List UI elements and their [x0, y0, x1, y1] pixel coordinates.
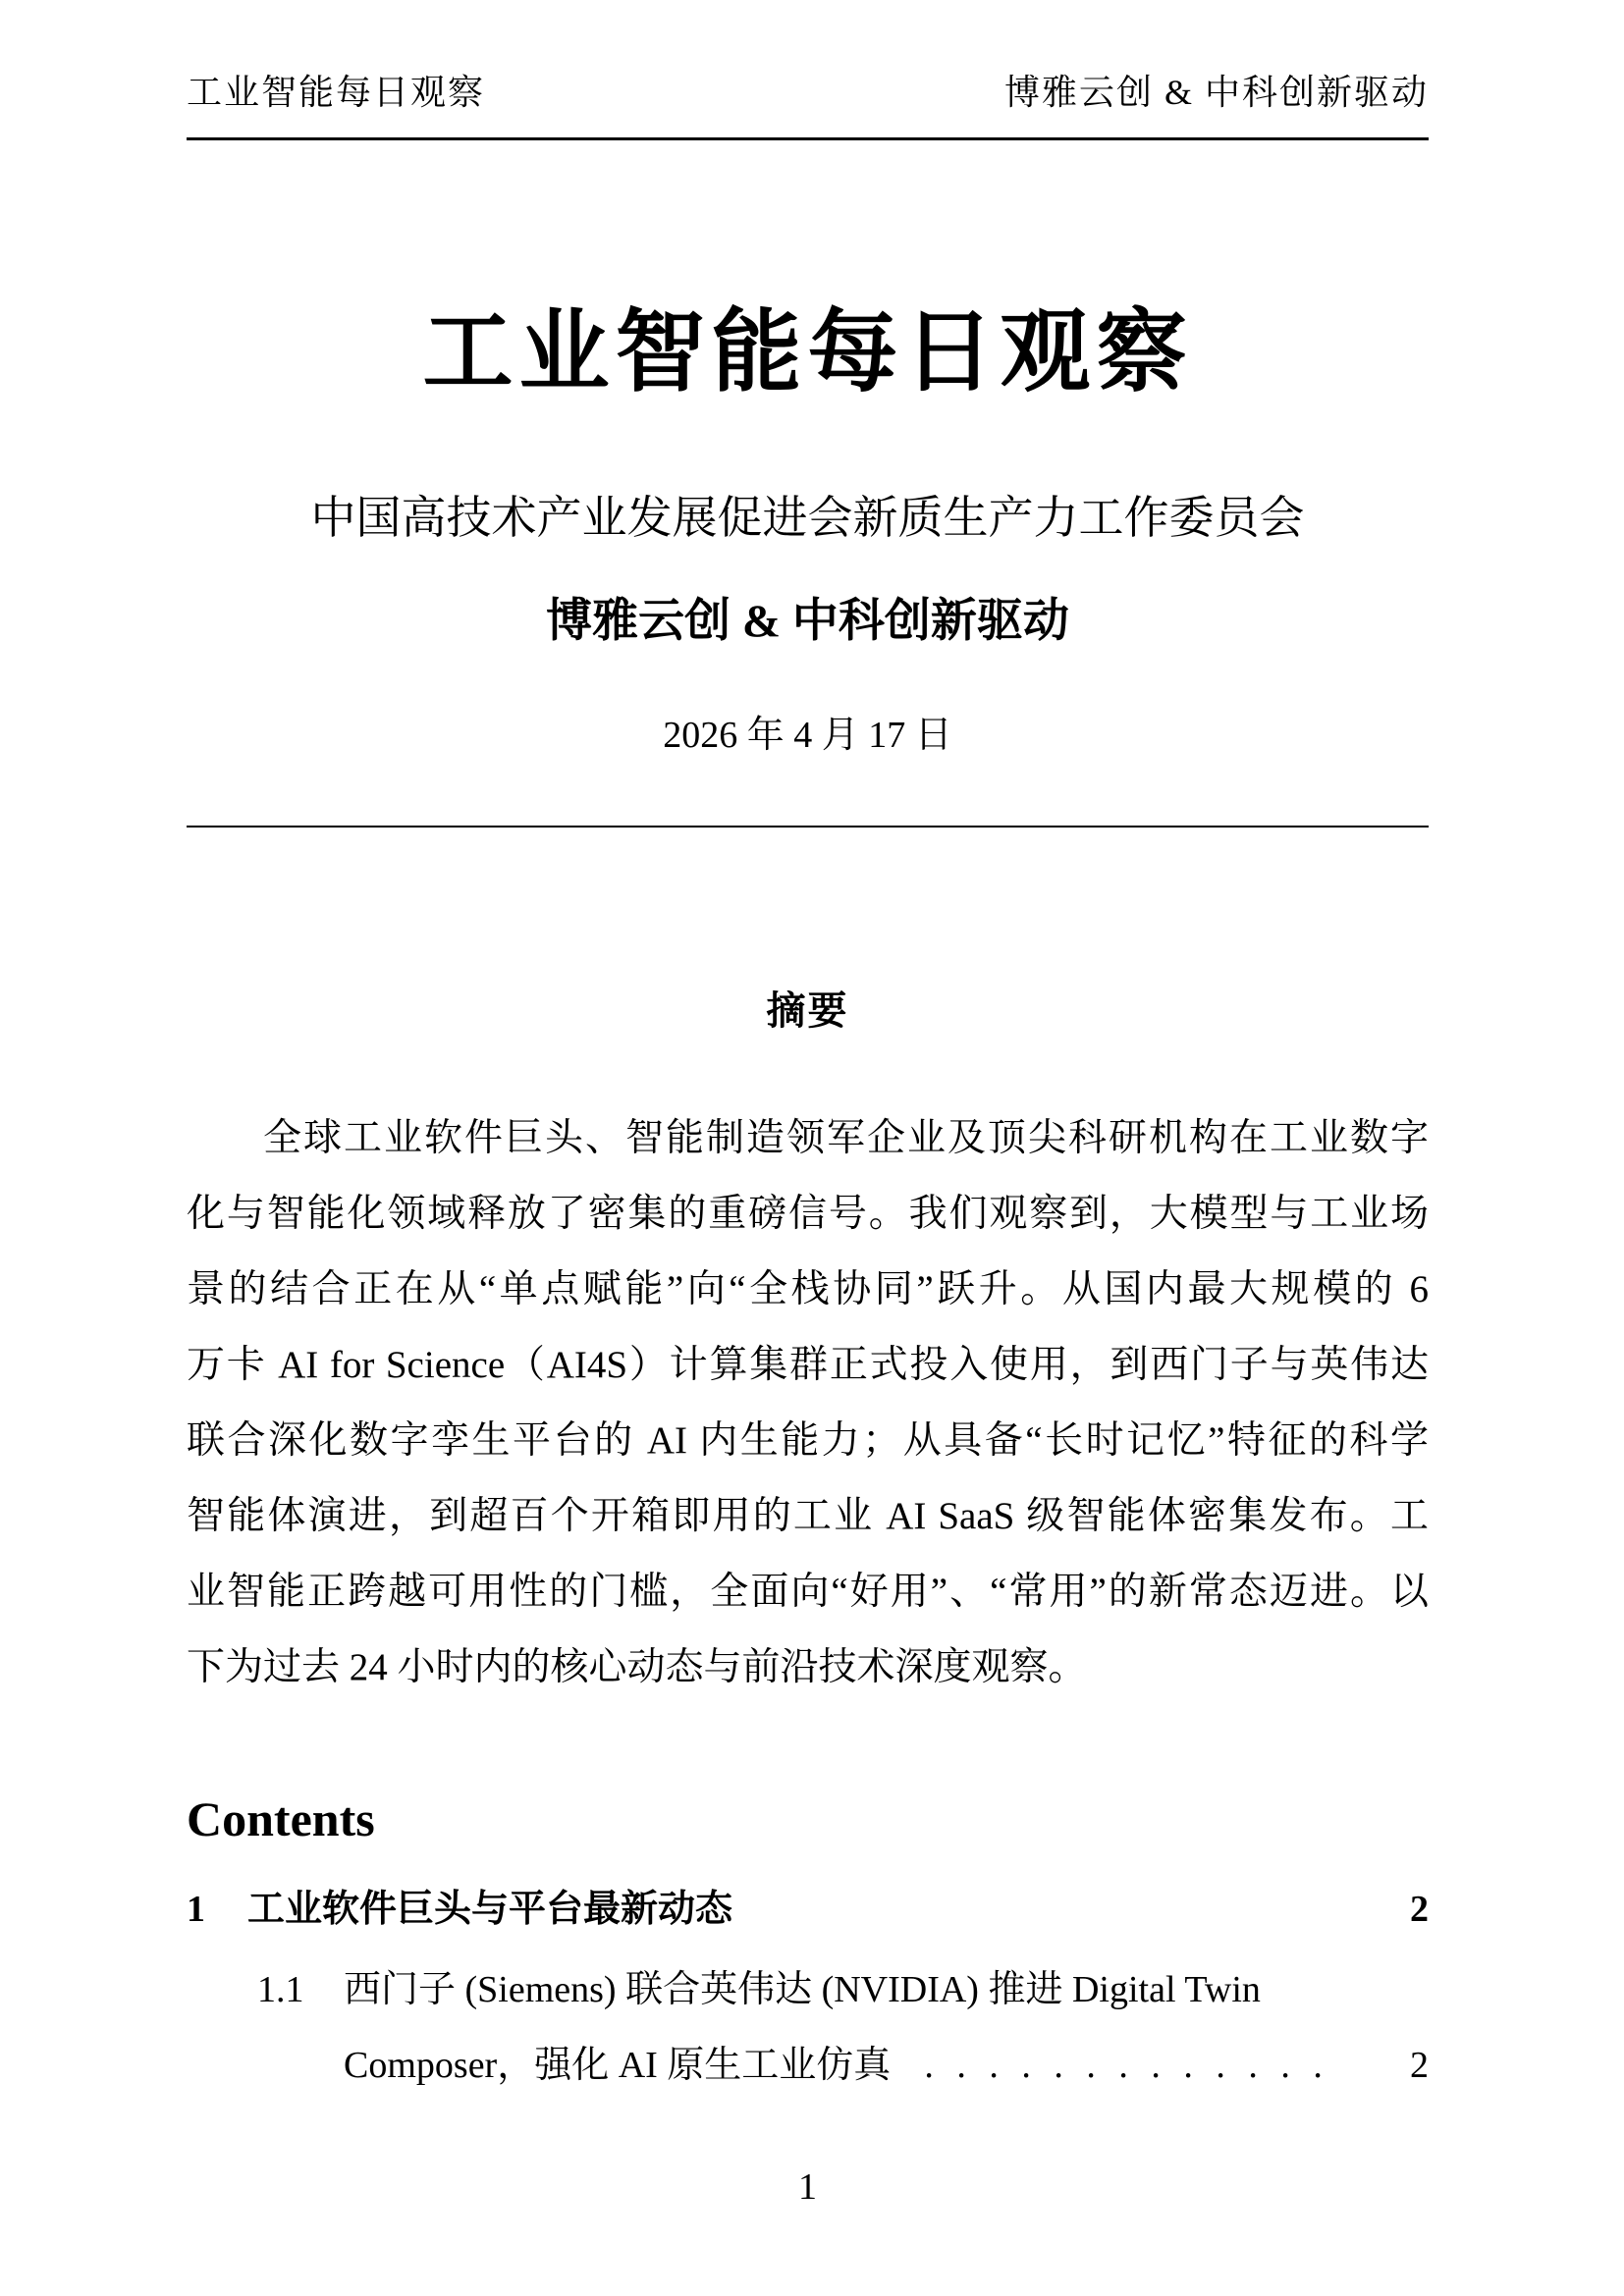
- abstract-line: 万卡 AI for Science（AI4S）计算集群正式投入使用，到西门子与英伟达: [187, 1344, 1429, 1386]
- document-title: 工业智能每日观察: [422, 302, 1193, 402]
- abstract-line: 全球工业软件巨头、智能制造领军企业及顶尖科研机构在工业数字: [263, 1117, 1429, 1159]
- toc-subsection-page-number: 2: [1410, 2045, 1429, 2086]
- toc-section-title: 工业软件巨头与平台最新动态: [247, 1889, 733, 1930]
- running-header-right: 博雅云创 & 中科创新驱动: [1003, 73, 1429, 112]
- toc-leader-dots: . . . . . . . . . . . . .: [924, 2045, 1329, 2086]
- toc-subsection-line-2: [344, 2028, 1429, 2104]
- toc-subsection-number: 1.1: [257, 1969, 304, 2010]
- toc-section-page-number: 2: [1410, 1889, 1429, 1930]
- document-authors: 博雅云创 & 中科创新驱动: [546, 596, 1069, 647]
- running-header: [187, 71, 1429, 114]
- abstract-line: 化与智能化领域释放了密集的重磅信号。我们观察到，大模型与工业场: [187, 1193, 1429, 1235]
- document-subtitle: 中国高技术产业发展促进会新质生产力工作委员会: [310, 493, 1305, 543]
- page-number: 1: [798, 2166, 817, 2208]
- abstract-line: 业智能正跨越可用性的门槛，全面向“好用”、“常用”的新常态迈进。以: [187, 1571, 1429, 1613]
- toc-subsection-title-continued: Composer，强化 AI 原生工业仿真: [344, 2045, 892, 2086]
- abstract-line: 智能体演进，到超百个开箱即用的工业 AI SaaS 级智能体密集发布。工: [187, 1495, 1429, 1537]
- abstract-paragraph: [187, 1100, 1429, 1705]
- header-rule: [187, 137, 1429, 140]
- toc-subsection-title: 西门子 (Siemens) 联合英伟达 (NVIDIA) 推进 Digital Twin: [344, 1969, 1261, 2010]
- abstract-line: 景的结合正在从“单点赋能”向“全栈协同”跃升。从国内最大规模的 6: [187, 1268, 1429, 1310]
- running-header-left: 工业智能每日观察: [187, 73, 486, 112]
- toc-entry-section-1-1[interactable]: [257, 1952, 1429, 2104]
- toc-section-number: 1: [187, 1889, 205, 1930]
- toc-entry-section-1[interactable]: [187, 1886, 1429, 1933]
- toc-subsection-line-1: [257, 1952, 1429, 2028]
- abstract-heading: 摘要: [766, 988, 849, 1033]
- title-divider-rule: [187, 826, 1429, 828]
- document-date: 2026 年 4 月 17 日: [663, 715, 952, 756]
- abstract-line: 下为过去 24 小时内的核心动态与前沿技术深度观察。: [187, 1646, 1087, 1688]
- abstract-line: 联合深化数字孪生平台的 AI 内生能力；从具备“长时记忆”特征的科学: [187, 1419, 1429, 1462]
- contents-heading: Contents: [187, 1791, 375, 1846]
